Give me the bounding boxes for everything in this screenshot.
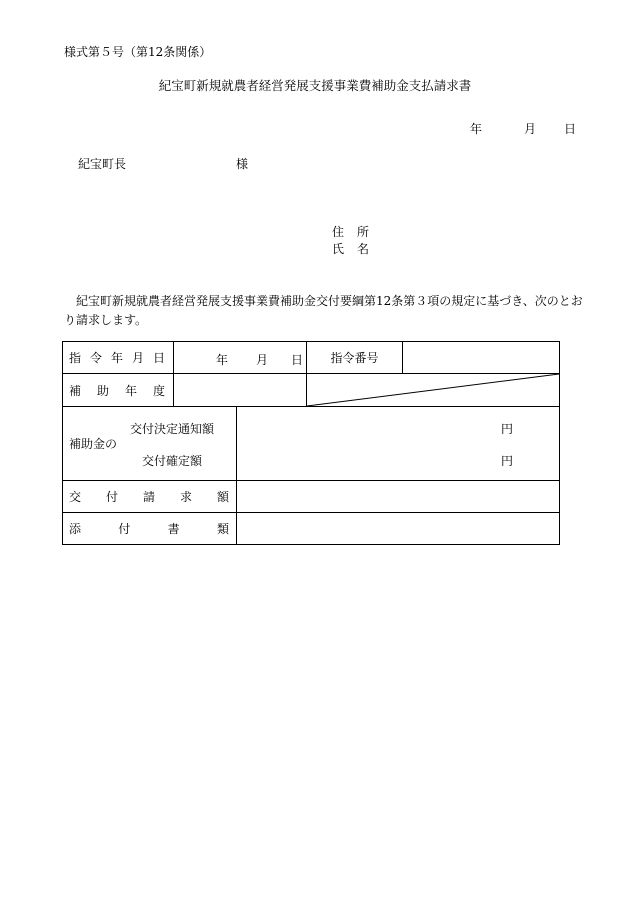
- form-number: 様式第５号（第12条関係）: [64, 45, 212, 59]
- table-row: [63, 481, 560, 513]
- order-number-label: 指令番号: [307, 342, 403, 374]
- document-title: 紀宝町新規就農者経営発展支援事業費補助金支払請求書: [158, 78, 472, 93]
- requested-amount-label: 交 付 請 求 額: [63, 481, 237, 513]
- order-date-value: 年 月 日: [174, 342, 307, 374]
- table-row: [63, 374, 560, 407]
- table-row: [63, 407, 560, 481]
- table-row: [63, 513, 560, 545]
- attachments-value: [237, 513, 560, 545]
- requested-amount-value: [237, 481, 560, 513]
- subsidy-amount-values: [237, 407, 560, 481]
- blank-diagonal-cell: [307, 374, 560, 407]
- date-year-label: 年: [470, 122, 483, 136]
- date-month-label: 月: [524, 122, 537, 136]
- subsidy-amount-labels: [63, 407, 237, 481]
- name-label: 氏名: [332, 242, 383, 256]
- fiscal-year-value: [174, 374, 307, 407]
- order-number-value: [403, 342, 560, 374]
- address-label: 住所: [332, 225, 383, 239]
- confirmed-amount-label: 交付確定額: [142, 454, 203, 468]
- addressee-name: 紀宝町長: [78, 157, 127, 171]
- date-day-label: 日: [564, 122, 577, 136]
- order-date-label: 指 令 年 月 日: [63, 342, 174, 374]
- request-statement: 紀宝町新規就農者経営発展支援事業費補助金交付要綱第12条第３項の規定に基づき、次のとおり請求します。: [64, 294, 583, 327]
- confirmed-amount-unit: 円: [501, 454, 514, 468]
- subsidy-group-label: 補助金の: [69, 437, 118, 451]
- table-row: [63, 342, 560, 374]
- addressee-honorific: 様: [236, 157, 249, 171]
- request-form-table: [62, 341, 560, 545]
- decision-amount-label: 交付決定通知額: [130, 422, 215, 436]
- fiscal-year-label: 補 助 年 度: [63, 374, 174, 407]
- attachments-label: 添 付 書 類: [63, 513, 237, 545]
- decision-amount-unit: 円: [501, 422, 514, 436]
